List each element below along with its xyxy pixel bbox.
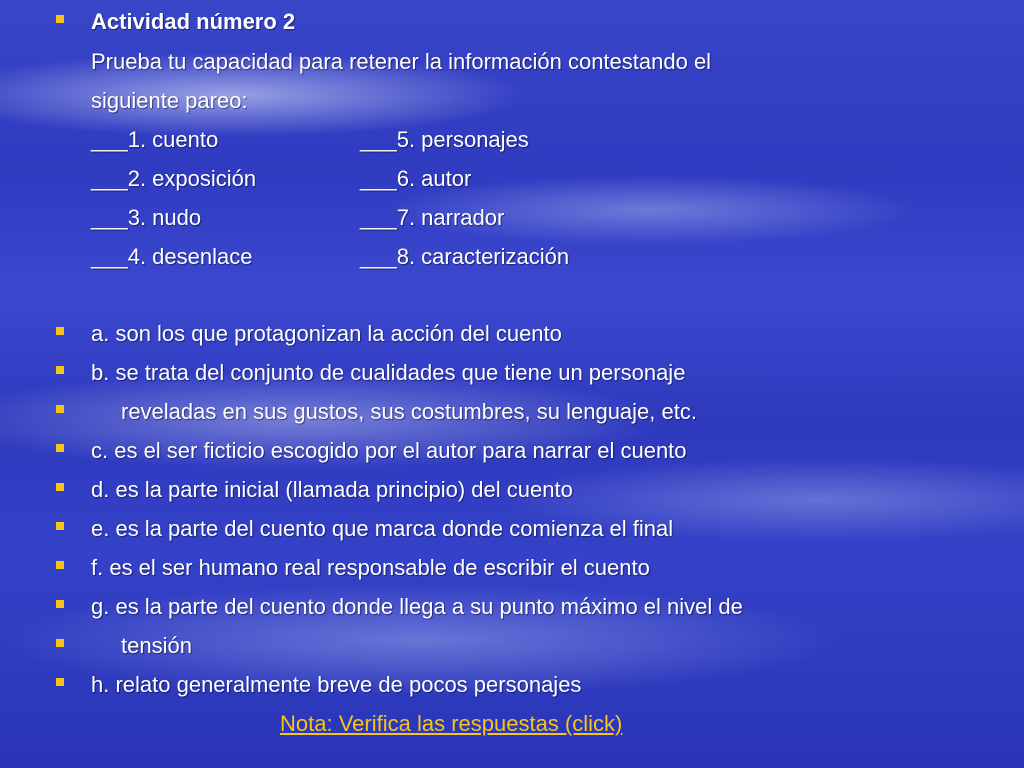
bullet-icon <box>56 522 64 530</box>
bullet-icon <box>56 483 64 491</box>
bullet-icon <box>56 15 64 23</box>
bullet-icon <box>56 444 64 452</box>
verify-answers-link[interactable]: Nota: Verifica las respuestas (click) <box>280 711 623 736</box>
bullet-icon <box>56 561 64 569</box>
term-left: ___1. cuento <box>91 127 219 152</box>
term-right: ___7. narrador <box>360 205 505 230</box>
bullet-icon <box>56 639 64 647</box>
bullet-icon <box>56 678 64 686</box>
term-left: ___2. exposición <box>91 166 257 191</box>
bullet-icon <box>56 366 64 374</box>
bullet-icon <box>56 405 64 413</box>
term-right: ___6. autor <box>360 166 472 191</box>
term-right: ___8. caracterización <box>360 244 570 269</box>
bullet-icon <box>56 327 64 335</box>
bullet-icon <box>56 600 64 608</box>
activity-title: Actividad número 2 <box>91 9 296 34</box>
term-left: ___4. desenlace <box>91 244 253 269</box>
term-right: ___5. personajes <box>360 127 529 152</box>
slide: Actividad número 2 Prueba tu capacidad para retener la información contestando el siguiente pareo: ___1. cuento ___5. personajes ___2. exposición ___6. autor ___3. nudo ___7. narrador ___4. desenlace ___8. caracterización a. son los que protagonizan la acción del cuento b. se trata del conjunto de cualidades que tiene un personaje reveladas en sus gustos, sus costumbres, su lenguaje, etc. c. es el ser ficticio escogido por el autor para narrar el cuento d. es la parte inicial (llamada principio) del cuento e. es la parte del cuento que marca donde comienza el final f. es el ser humano real responsable de escribir el cuento g. es la parte del cuento donde llega a su punto máximo el nivel de tensión h. relato generalmente breve de pocos personajes Nota: Verifica las respuestas (click) <box>0 0 1024 768</box>
term-left: ___3. nudo <box>91 205 202 230</box>
